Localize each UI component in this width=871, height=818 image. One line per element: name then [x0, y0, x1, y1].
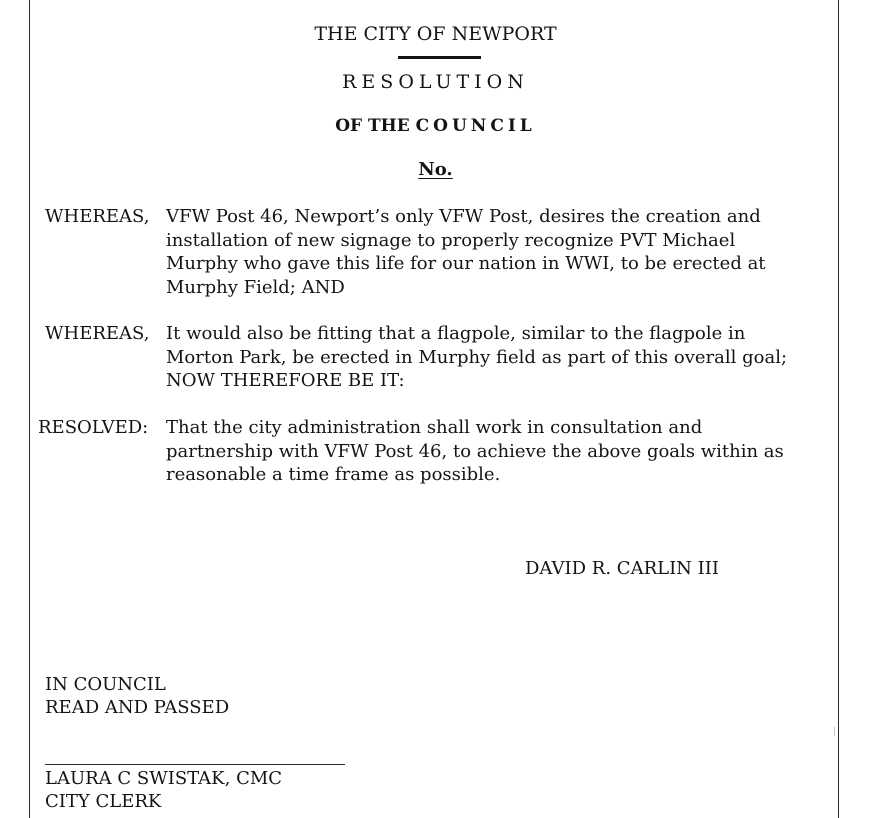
heading-rule: [398, 56, 481, 59]
clause-line: VFW Post 46, Newport’s only VFW Post, desires the creation and: [166, 206, 761, 227]
clause-line: Morton Park, be erected in Murphy field as part of this overall goal;: [166, 346, 788, 368]
council-heading-word: COUNCIL: [415, 116, 536, 136]
signature-line: [45, 764, 345, 765]
clause-label: WHEREAS,: [45, 323, 150, 344]
clause-line: It would also be fitting that a flagpole, similar to the flagpole in: [166, 323, 746, 344]
clause-text: [166, 416, 838, 487]
scan-mark: [834, 727, 835, 736]
sponsor-name: DAVID R. CARLIN III: [525, 558, 719, 579]
clause-line: reasonable a time frame as possible.: [166, 464, 501, 485]
clause-line: Murphy who gave this life for our nation in WWI, to be erected at: [166, 253, 766, 274]
council-heading: [0, 114, 871, 138]
clause-label: RESOLVED:: [38, 417, 149, 438]
clause-line: partnership with VFW Post 46, to achieve the above goals within as: [166, 440, 784, 462]
clause-label: WHEREAS,: [45, 206, 150, 227]
clause-text: [166, 205, 838, 299]
clause-line: Murphy Field; AND: [166, 276, 345, 298]
read-and-passed-label: READ AND PASSED: [45, 697, 230, 718]
clause-line: NOW THEREFORE BE IT:: [166, 370, 405, 391]
clause-line: That the city administration shall work in consultation and: [166, 417, 703, 438]
clause-text: [166, 322, 838, 393]
clause-line: installation of new signage to properly recognize PVT Michael: [166, 229, 736, 251]
resolution-heading: RESOLUTION: [342, 71, 529, 93]
resolution-number-label: No.: [418, 159, 453, 180]
in-council-label: IN COUNCIL: [45, 674, 166, 695]
city-heading: THE CITY OF NEWPORT: [314, 23, 557, 45]
council-heading-prefix: OF THE: [335, 116, 410, 136]
clerk-title: CITY CLERK: [45, 791, 162, 812]
clerk-name: LAURA C SWISTAK, CMC: [45, 768, 283, 789]
